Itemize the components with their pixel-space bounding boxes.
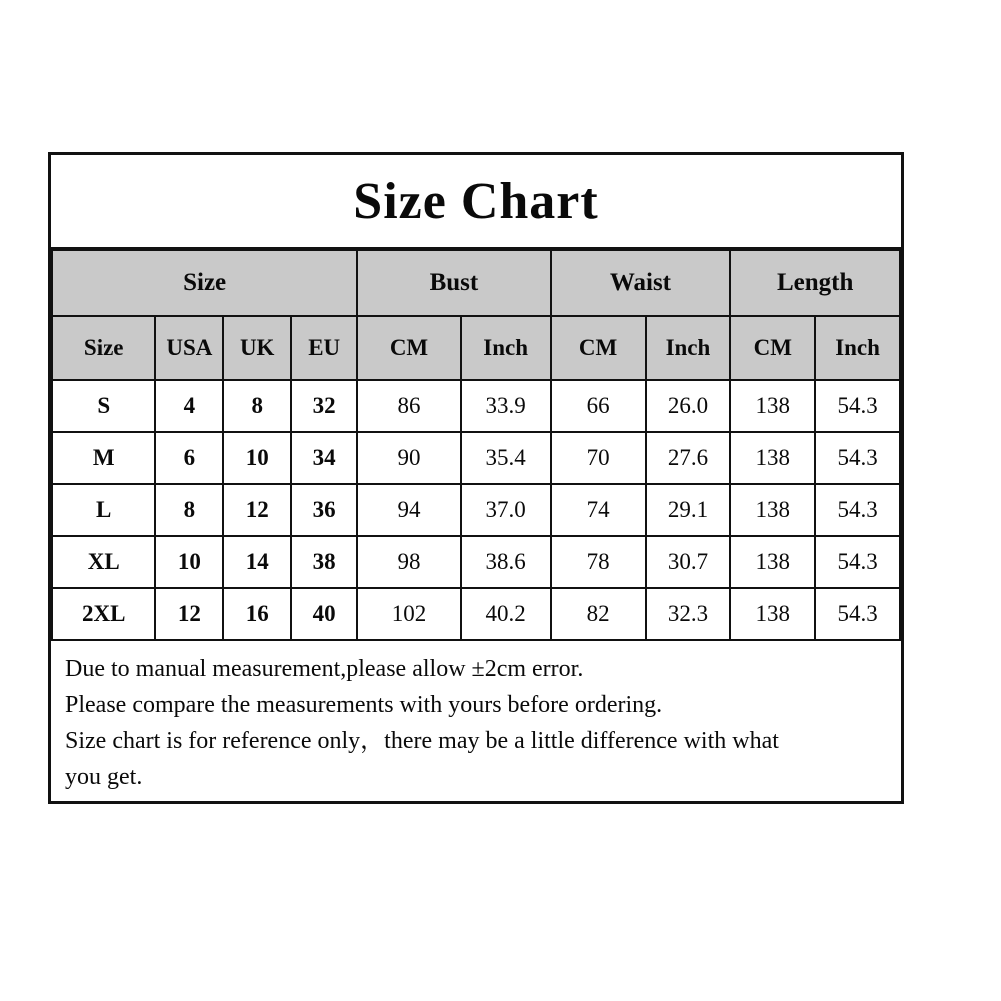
cell-bust-cm: 98 <box>357 536 460 588</box>
cell-waist-inch: 27.6 <box>646 432 731 484</box>
group-header-size: Size <box>52 250 357 316</box>
cell-uk: 8 <box>223 380 291 432</box>
cell-usa: 6 <box>155 432 223 484</box>
chart-title-row <box>51 155 901 249</box>
table-row <box>52 588 900 640</box>
note-line-2: Please compare the measurements with yours before ordering. <box>65 692 663 718</box>
cell-bust-inch: 35.4 <box>461 432 551 484</box>
group-header-bust: Bust <box>357 250 550 316</box>
cell-usa: 8 <box>155 484 223 536</box>
sub-header-length-inch: Inch <box>815 316 900 380</box>
cell-length-inch: 54.3 <box>815 380 900 432</box>
cell-bust-inch: 33.9 <box>461 380 551 432</box>
cell-waist-cm: 82 <box>551 588 646 640</box>
cell-bust-cm: 90 <box>357 432 460 484</box>
cell-uk: 14 <box>223 536 291 588</box>
cell-usa: 10 <box>155 536 223 588</box>
sub-header-bust-cm: CM <box>357 316 460 380</box>
cell-size: S <box>52 380 155 432</box>
cell-size: 2XL <box>52 588 155 640</box>
table-sub-header-row <box>52 316 900 380</box>
size-chart-table <box>51 249 901 641</box>
cell-bust-cm: 102 <box>357 588 460 640</box>
sub-header-size: Size <box>52 316 155 380</box>
table-row <box>52 432 900 484</box>
cell-waist-cm: 70 <box>551 432 646 484</box>
group-header-waist: Waist <box>551 250 731 316</box>
cell-eu: 32 <box>291 380 357 432</box>
cell-length-inch: 54.3 <box>815 588 900 640</box>
cell-length-cm: 138 <box>730 588 815 640</box>
cell-size: M <box>52 432 155 484</box>
cell-length-cm: 138 <box>730 432 815 484</box>
cell-eu: 36 <box>291 484 357 536</box>
sub-header-waist-inch: Inch <box>646 316 731 380</box>
cell-waist-inch: 32.3 <box>646 588 731 640</box>
cell-eu: 34 <box>291 432 357 484</box>
cell-bust-inch: 38.6 <box>461 536 551 588</box>
group-header-length: Length <box>730 250 900 316</box>
sub-header-uk: UK <box>223 316 291 380</box>
cell-waist-cm: 74 <box>551 484 646 536</box>
notes-section <box>51 641 901 795</box>
table-group-header-row <box>52 250 900 316</box>
sub-header-length-cm: CM <box>730 316 815 380</box>
table-row <box>52 484 900 536</box>
cell-eu: 38 <box>291 536 357 588</box>
cell-waist-cm: 78 <box>551 536 646 588</box>
cell-waist-inch: 30.7 <box>646 536 731 588</box>
cell-uk: 12 <box>223 484 291 536</box>
sub-header-usa: USA <box>155 316 223 380</box>
cell-length-inch: 54.3 <box>815 432 900 484</box>
page-title: Size Chart <box>353 172 599 230</box>
cell-bust-cm: 86 <box>357 380 460 432</box>
note-line-1: Due to manual measurement,please allow ±2cm error. <box>65 656 584 682</box>
cell-length-inch: 54.3 <box>815 536 900 588</box>
cell-waist-inch: 29.1 <box>646 484 731 536</box>
cell-length-cm: 138 <box>730 536 815 588</box>
table-row <box>52 380 900 432</box>
sub-header-eu: EU <box>291 316 357 380</box>
cell-length-cm: 138 <box>730 380 815 432</box>
cell-uk: 16 <box>223 588 291 640</box>
cell-waist-cm: 66 <box>551 380 646 432</box>
sub-header-bust-inch: Inch <box>461 316 551 380</box>
note-line-4: you get. <box>65 764 143 790</box>
cell-size: L <box>52 484 155 536</box>
cell-eu: 40 <box>291 588 357 640</box>
cell-length-inch: 54.3 <box>815 484 900 536</box>
cell-waist-inch: 26.0 <box>646 380 731 432</box>
size-chart-card <box>48 152 904 804</box>
cell-usa: 4 <box>155 380 223 432</box>
cell-bust-inch: 40.2 <box>461 588 551 640</box>
cell-length-cm: 138 <box>730 484 815 536</box>
cell-bust-cm: 94 <box>357 484 460 536</box>
note-line-3: Size chart is for reference only，there may be a little difference with what <box>65 728 779 754</box>
cell-uk: 10 <box>223 432 291 484</box>
cell-usa: 12 <box>155 588 223 640</box>
sub-header-waist-cm: CM <box>551 316 646 380</box>
cell-bust-inch: 37.0 <box>461 484 551 536</box>
table-row <box>52 536 900 588</box>
cell-size: XL <box>52 536 155 588</box>
